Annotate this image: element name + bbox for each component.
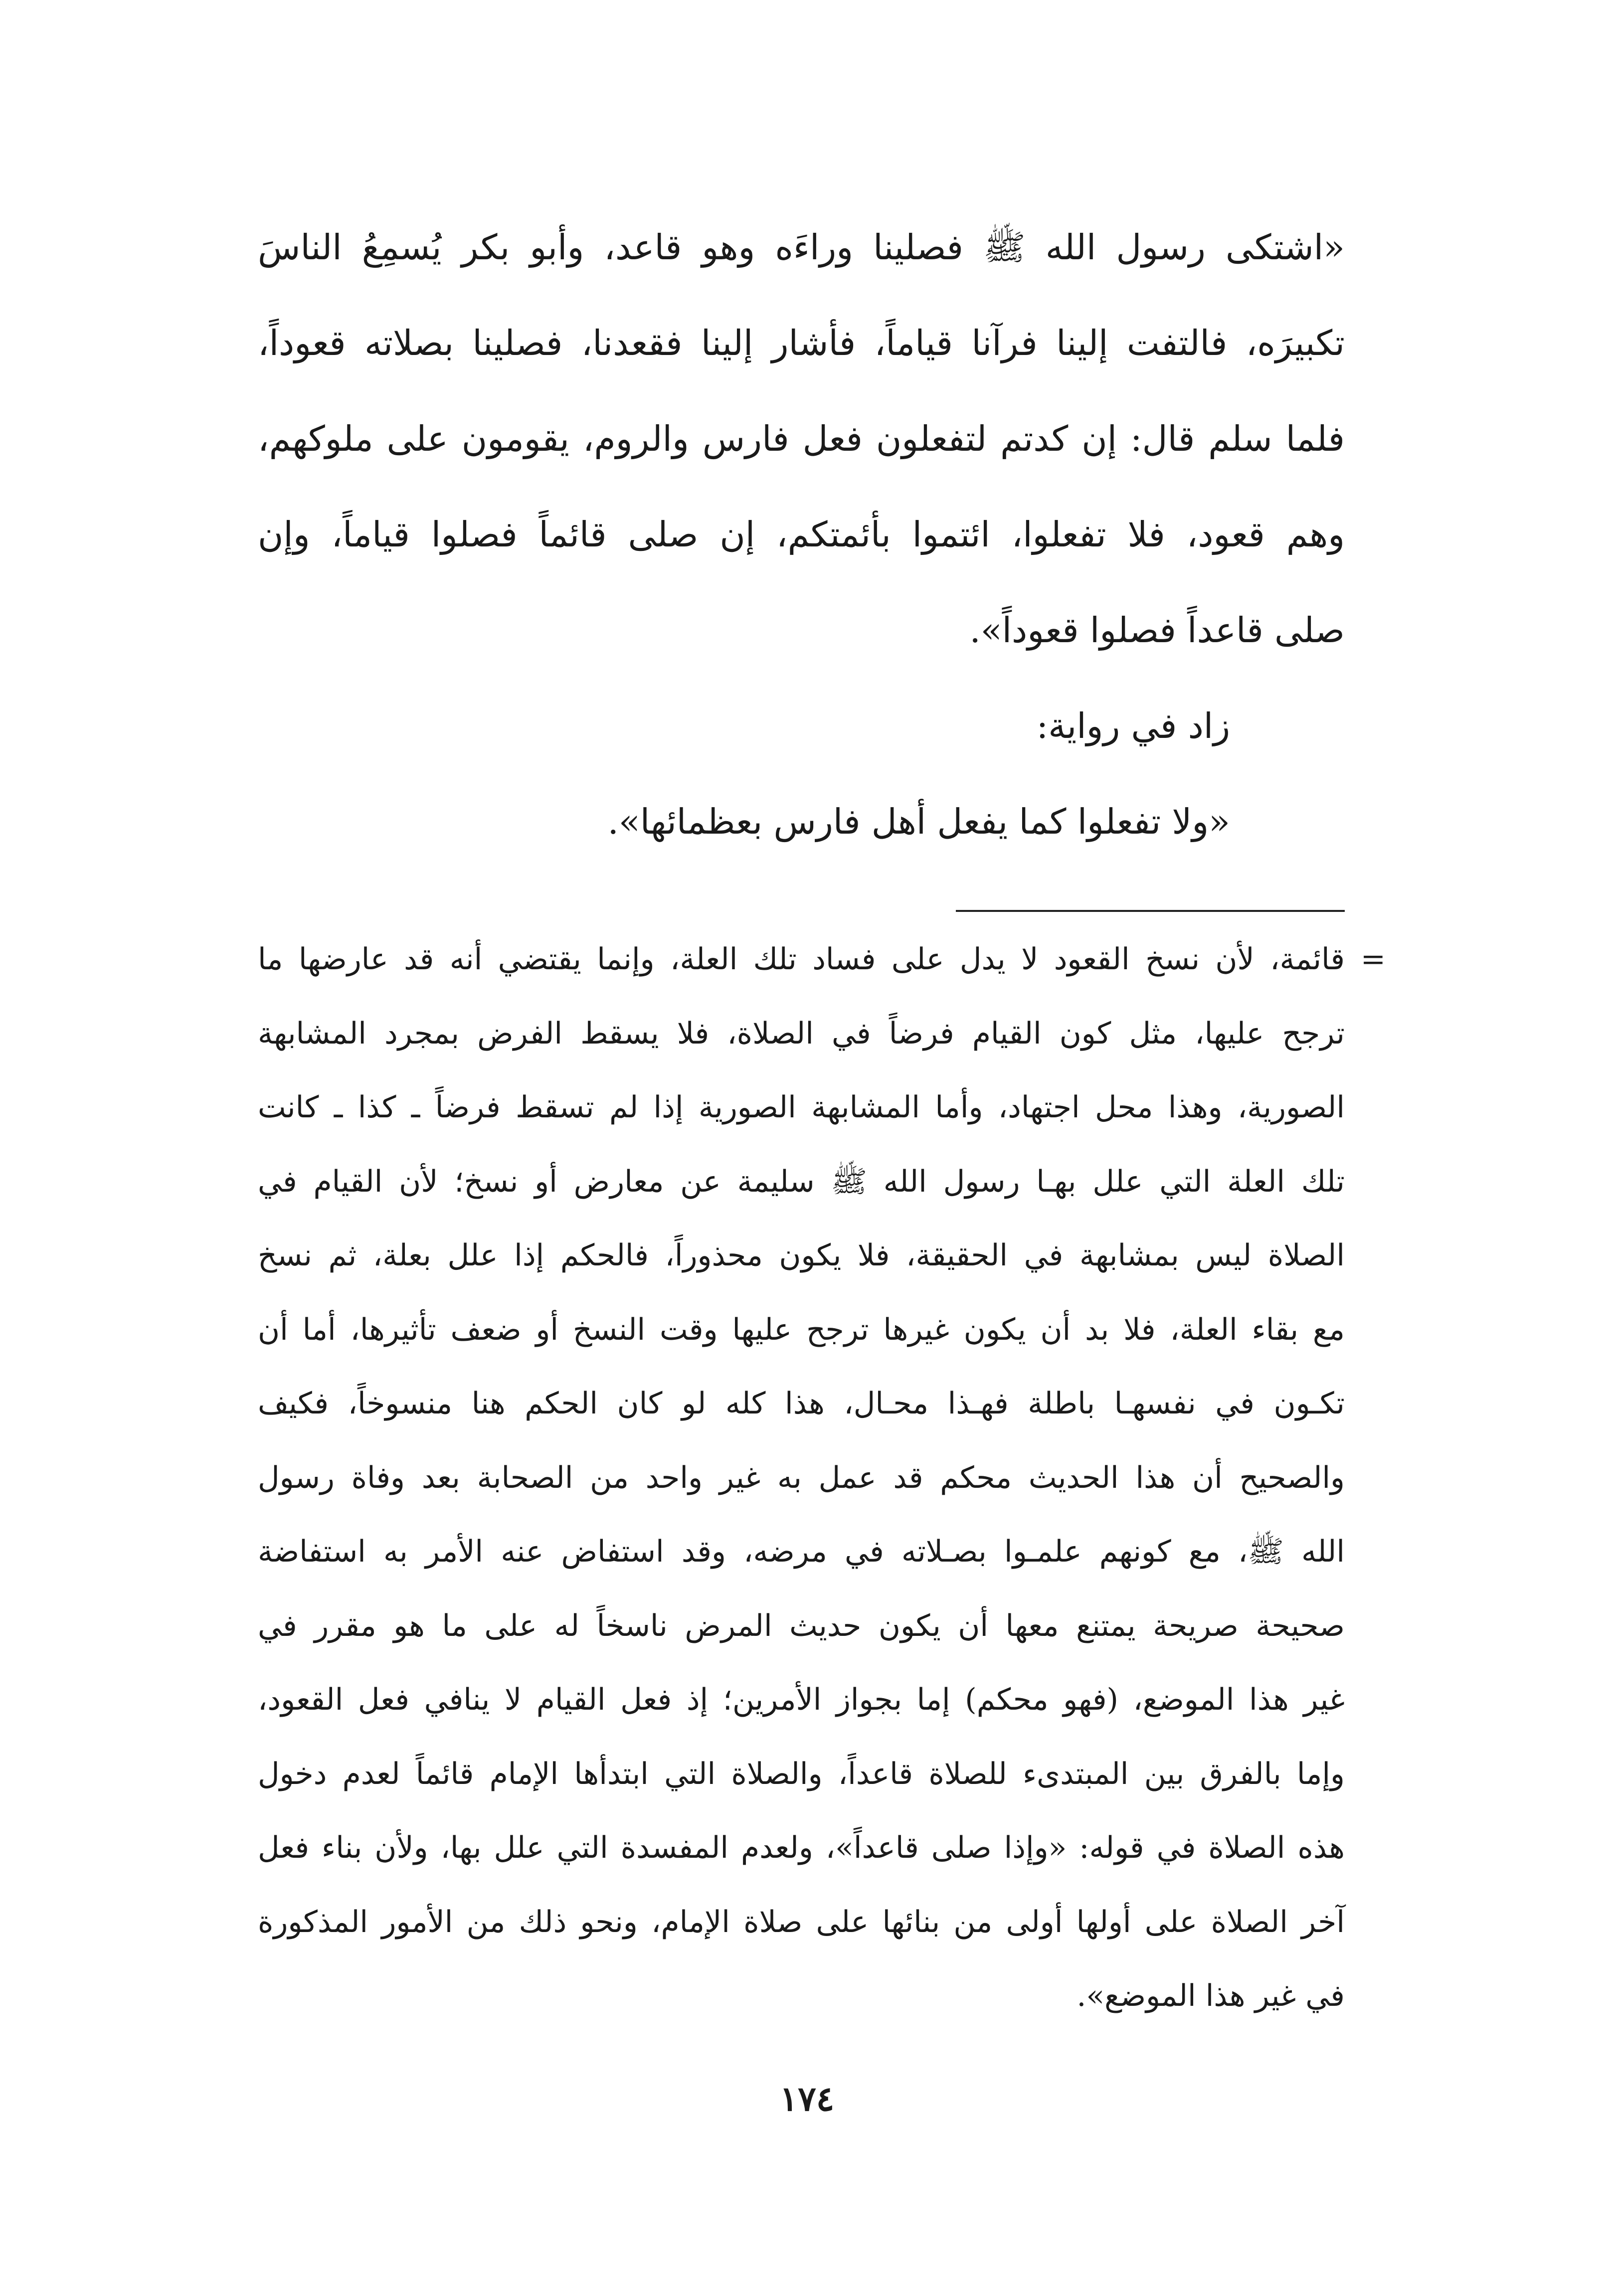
footnote-line: الله ﷺ، مع كونهم علمـوا بصـلاته في مرضه، وقد استفاض عنه الأمر به استفاضة [258, 1534, 1345, 1569]
narration-text: «ولا تفعلوا كما يفعل أهل فارس بعظمائها». [607, 801, 1230, 842]
footnote-line: ترجح عليها، مثل كون القيام فرضاً في الصلاة، فلا يسقط الفرض بمجرد المشابهة [258, 1016, 1345, 1051]
main-text [258, 199, 1345, 870]
main-text-line: تكبيرَه، فالتفت إلينا فرآنا قياماً، فأشار إلينا فقعدنا، فصلينا بصلاته قعوداً، [258, 323, 1345, 363]
footnote-line: تلك العلة التي علل بهـا رسول الله ﷺ سليمة عن معارض أو نسخ؛ لأن القيام في [258, 1164, 1345, 1199]
footnote-continuation-marker: = [1360, 942, 1386, 977]
main-text-line: صلى قاعداً فصلوا قعوداً». [969, 610, 1345, 651]
footnote-line: في غير هذا الموضع». [1076, 1978, 1345, 2013]
footnote-line: هذه الصلاة في قوله: «وإذا صلى قاعداً»، ولعدم المفسدة التي علل بها، ولأن بناء فعل [258, 1830, 1345, 1865]
footnote-line: قائمة، لأن نسخ القعود لا يدل على فساد تلك العلة، وإنما يقتضي أنه قد عارضها ما [258, 942, 1345, 977]
page-number: ١٧٤ [779, 2079, 835, 2119]
main-text-line: «اشتكى رسول الله ﷺ فصلينا وراءَه وهو قاعد، وأبو بكر يُسمِعُ الناسَ [258, 227, 1345, 268]
main-text-line: وهم قعود، فلا تفعلوا، ائتموا بأئمتكم، إن صلى قائماً فصلوا قياماً، وإن [258, 514, 1345, 555]
footnote-line: الصلاة ليس بمشابهة في الحقيقة، فلا يكون محذوراً، فالحكم إذا علل بعلة، ثم نسخ [258, 1238, 1345, 1273]
narration-intro: زاد في رواية: [1036, 706, 1230, 746]
main-text-line: فلما سلم قال: إن كدتم لتفعلون فعل فارس والروم، يقومون على ملوكهم، [258, 418, 1345, 459]
footnote-line: صحيحة صريحة يمتنع معها أن يكون حديث المرض ناسخاً له على ما هو مقرر في [258, 1608, 1345, 1643]
footnote-line: والصحيح أن هذا الحديث محكم قد عمل به غير واحد من الصحابة بعد وفاة رسول [258, 1460, 1345, 1495]
footnote-line: آخر الصلاة على أولها أولى من بنائها على صلاة الإمام، ونحو ذلك من الأمور المذكورة [258, 1904, 1345, 1940]
footnote-line: الصورية، وهذا محل اجتهاد، وأما المشابهة الصورية إذا لم تسقط فرضاً ـ كذا ـ كانت [258, 1090, 1345, 1125]
footnote-line: تكـون في نفسهـا باطلة فهـذا محـال، هذا كله لو كان الحكم هنا منسوخاً، فكيف [258, 1386, 1345, 1421]
footnote-line: غير هذا الموضع، (فهو محكم) إما بجواز الأمرين؛ إذ فعل القيام لا ينافي فعل القعود، [258, 1682, 1345, 1717]
footnote-line: مع بقاء العلة، فلا بد أن يكون غيرها ترجح عليها وقت النسخ أو ضعف تأثيرها، أما أن [258, 1312, 1345, 1347]
footnote-line: وإما بالفرق بين المبتدىء للصلاة قاعداً، والصلاة التي ابتدأها الإمام قائماً لعدم دخول [258, 1756, 1345, 1791]
footnote-separator [956, 910, 1345, 912]
footnote [258, 922, 1386, 2033]
